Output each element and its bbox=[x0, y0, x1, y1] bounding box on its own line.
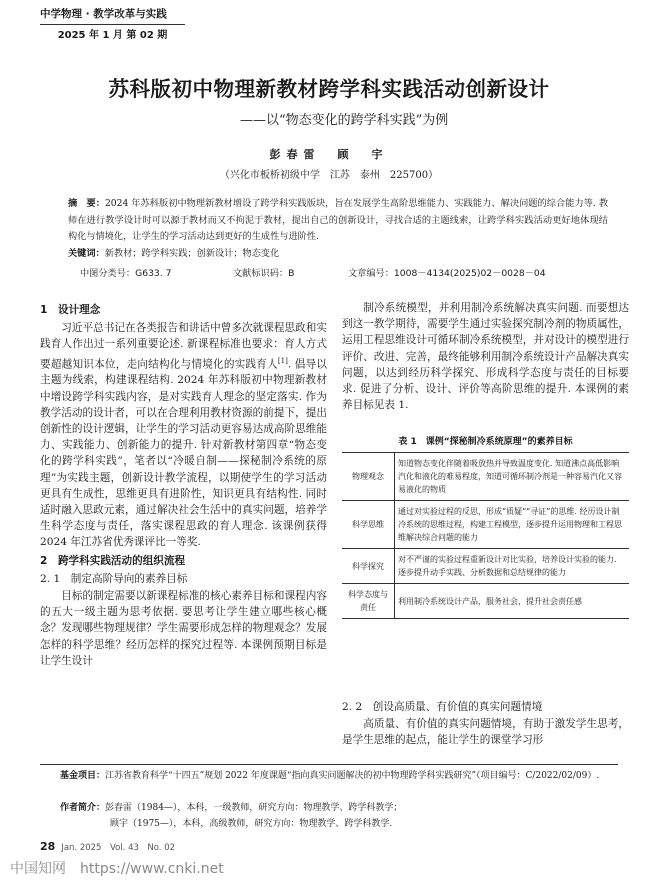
table-key: 科学探究 bbox=[342, 549, 395, 584]
right-column bbox=[342, 300, 629, 413]
paragraph-right-intro: 制冷系统模型，并利用制冷系统解决真实问题. 而要想达到这一教学期待，需要学生通过实验探究制冷剂的物质属性，运用工程思维设计可循环制冷系统模型，并对设计的模型进行评价、改进、完善，最终能够利用制冷系统设计产品解决真实问题，以达到经历科学探究、形成科学态度与责任的目标要求. 促进了分析、设计、评价等高阶思维的提升. 本课例的素养目标见表 1. bbox=[342, 302, 629, 412]
authors: 彭春雷 顾 宇 bbox=[269, 148, 389, 161]
keywords-text: 新教材；跨学科实践；创新设计；物态变化 bbox=[104, 247, 280, 259]
section-heading-1: 1 设计理念 bbox=[40, 304, 101, 316]
issue-meta: Jan. 2025 Vol. 43 No. 02 bbox=[61, 843, 176, 853]
footnote-divider bbox=[40, 764, 618, 765]
journal-name: 中学物理 · 教学改革与实践 bbox=[40, 8, 167, 20]
abstract-label: 摘 要： bbox=[68, 198, 105, 209]
subsection-heading-2-1: 2. 1 制定高阶导向的素养目标 bbox=[40, 572, 188, 585]
table-value: 利用制冷系统设计产品，服务社会，提升社会责任感 bbox=[395, 584, 630, 619]
author-bio-2: 顾宇（1975—），本科，高级教师，研究方向：物理教学、跨学科教学. bbox=[110, 819, 393, 829]
abstract-block bbox=[68, 196, 608, 262]
page-number: 28 bbox=[40, 840, 56, 853]
table-row bbox=[342, 584, 629, 619]
fund-note bbox=[60, 768, 620, 784]
table-value: 对不严谨的实验过程重新设计对比实验，培养设计实验的能力. 逐步提升动手实践、分析数据和总结规律的能力 bbox=[395, 549, 630, 584]
table-key: 科学态度与责任 bbox=[342, 584, 395, 619]
paragraph-text: . 倡导以主题为线索，构建课程结构. 2024 年苏科版初中物理新教材中增设跨学科实践内容，是对实践育人理念的坚定落实. 作为教学活动的设计者，可以在合理利用教材资源的前提下，提出创新性的设计逻辑，让学生的学习活动更容易达成高阶思维能力、实践能力、创新能力的提升. 针对新教材第四章“物态变化的跨学科实践”，笔者以“冷暖自制——探秘制冷系统的原理”为实践主题，创新设计教学流程，以期使学生的学习活动更具有生成性，思维更具有进阶性，知识更具有结构性. 同时适时融入思政元素，通过解决社会生活中的真实问题，培养学生科学态度与责任，落实课程思政的育人理念. 该课例获得 2024 年江苏省优秀课评比一等奖. bbox=[40, 358, 327, 549]
table-key: 科学思维 bbox=[342, 501, 395, 549]
right-column-continued bbox=[342, 698, 629, 749]
paragraph-design-concept bbox=[40, 320, 327, 550]
clc-number: 中图分类号：G633. 7 bbox=[80, 268, 172, 279]
left-column bbox=[40, 300, 327, 669]
article-number: 文章编号：1008－4134(2025)02－0028－04 bbox=[348, 268, 546, 279]
subsection-heading-2-2: 2. 2 创设高质量、有价值的真实问题情境 bbox=[342, 701, 543, 713]
table-value: 知道物态变化伴随着吸放热并导致温度变化. 知道沸点高低影响汽化和液化的难易程度，知道可循环制冷剂是一种容易汽化又容易液化的物质 bbox=[395, 453, 630, 501]
table-row bbox=[342, 453, 629, 501]
literacy-goals-table bbox=[342, 452, 629, 619]
document-code: 文献标识码：B bbox=[233, 268, 295, 279]
table-row bbox=[342, 501, 629, 549]
paragraph-text: 习近平总书记在各类报告和讲话中曾多次就课程思政和实践育人作出过一系列重要论述. 新课程标准也要求：育人方式要超越知识本位，走向结构化与情境化的实践育人 bbox=[40, 322, 327, 371]
fund-text: 江苏省教育科学“十四五”规划 2022 年度课题“指向真实问题解决的初中物理跨学科实践研究”（项目编号：C/2022/02/09）. bbox=[105, 771, 600, 781]
affiliation: （兴化市板桥初级中学 江苏 泰州 225700） bbox=[219, 170, 439, 181]
fund-label: 基金项目： bbox=[60, 771, 106, 781]
abstract-text: 2024 年苏科版初中物理新教材增设了跨学科实践版块，旨在发展学生高阶思维能力、实践能力、解决问题的综合能力等. 教师在进行教学设计时可以源于教材而又不拘泥于教材，提出自己的创新设计，寻找合适的主题线索，让跨学科实践活动更好地体现结构化与情境化，让学生的学习活动达到更好的生成性与进阶性. bbox=[68, 198, 609, 242]
keywords-label: 关键词： bbox=[68, 247, 105, 259]
paragraph-goals: 目标的制定需要以新课程标准的核心素养目标和课程内容的五大一级主题为思考依据. 要思考让学生建立哪些核心概念？发现哪些物理规律？学生需要形成怎样的物理观念？发展怎样的科学思维？经历怎样的探究过程等. 本课例预期目标是让学生设计 bbox=[40, 589, 327, 667]
table-value: 通过对实验过程的反思，形成“质疑”“寻证”的思维. 经历设计制冷系统的思维过程，构建工程模型，逐步提升运用物理和工程思维解决综合问题的能力 bbox=[395, 501, 630, 549]
citation-marker: [1] bbox=[277, 356, 288, 365]
cnki-watermark: 中国知网 https://www.cnki.net bbox=[10, 861, 224, 877]
header-divider bbox=[40, 24, 185, 25]
bio-label: 作者简介： bbox=[60, 803, 106, 813]
paper-subtitle: ——以“物态变化的跨学科实践”为例 bbox=[240, 113, 449, 128]
table-row bbox=[342, 549, 629, 584]
section-heading-2: 2 跨学科实践活动的组织流程 bbox=[40, 554, 186, 567]
issue-label: 2025 年 1 月 第 02 期 bbox=[57, 30, 168, 41]
author-bio-1 bbox=[60, 800, 620, 816]
table-key: 物理观念 bbox=[342, 453, 395, 501]
page-footer bbox=[40, 840, 175, 853]
bio-text: 彭春雷（1984—），本科，一级教师，研究方向：物理教学、跨学科教学； bbox=[105, 803, 403, 813]
table-caption: 表 1 课例“探秘制冷系统原理”的素养目标 bbox=[398, 437, 573, 447]
paper-title: 苏科版初中物理新教材跨学科实践活动创新设计 bbox=[108, 77, 550, 101]
paragraph-problem-context: 高质量、有价值的真实问题情境，有助于激发学生思考，是学生思维的起点，能让学生的课堂学习形 bbox=[342, 718, 629, 747]
